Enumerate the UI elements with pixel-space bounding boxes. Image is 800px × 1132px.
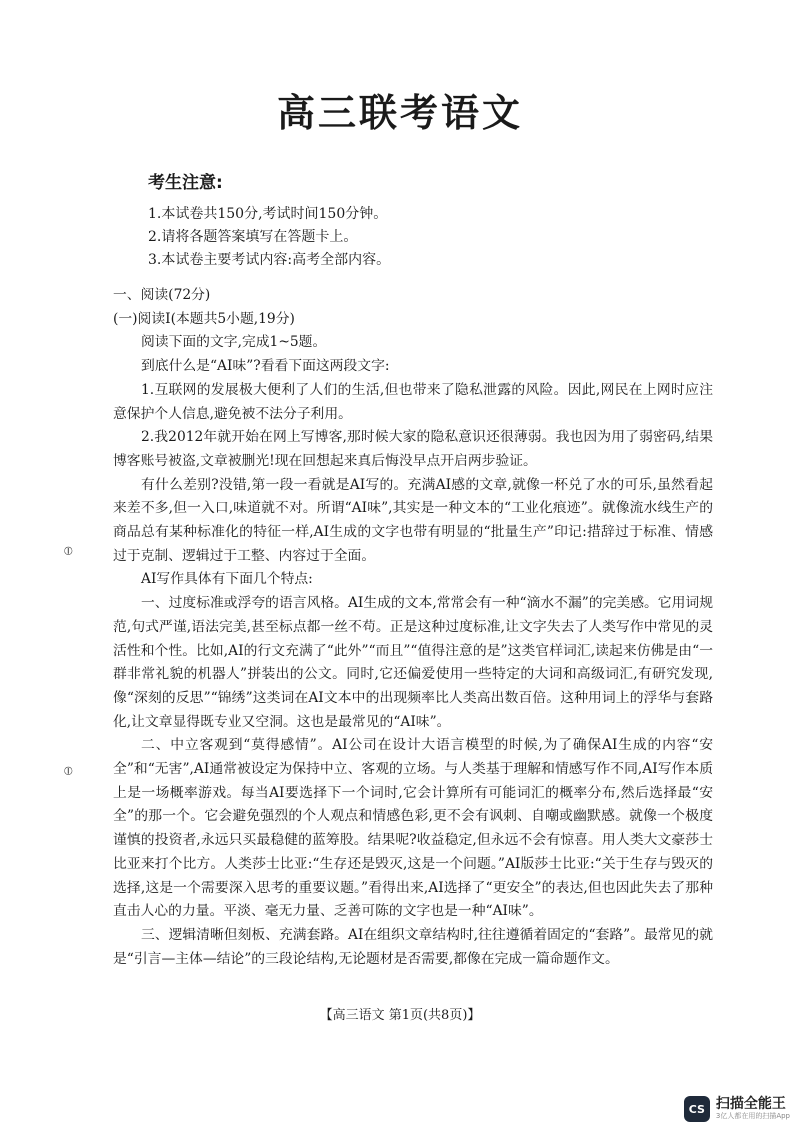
passage-paragraph: 二、中立客观到“莫得感情”。AI公司在设计大语言模型的时候,为了确保AI生成的内容“安全”和“无害”,AI通常被设定为保持中立、客观的立场。与人类基于理解和情感写作不同,AI写作本质上是一场概率游戏。每当AI要选择下一个词时,它会计算所有可能词汇的概率分布,然后选择最“安全”的那一个。它会避免强烈的个人观点和情感色彩,更不会有讽刺、自嘲或幽默感。就像一个极度谨慎的投资者,永远只买最稳健的蓝筹股。结果呢?收益稳定,但永远不会有惊喜。用人类大文豪莎士比亚来打个比方。人类莎士比亚:“生存还是毁灭,这是一个问题。”AI版莎士比亚:“关于生存与毁灭的选择,这是一个需要深入思考的重要议题。”看得出来,AI选择了“更安全”的表达,但也因此失去了那种直击人心的力量。平淡、毫无力量、乏善可陈的文字也是一种“AI味”。: [113, 737, 713, 920]
notice-item: 1.本试卷共150分,考试时间150分钟。: [148, 206, 388, 222]
binding-hole-mark: ⦶: [64, 544, 73, 558]
scanner-app-name: 扫描全能王: [715, 1096, 786, 1113]
passage-paragraph: 2.我2012年就开始在网上写博客,那时候大家的隐私意识还很薄弱。我也因为用了弱密码,结果博客账号被盗,文章被删光!现在回想起来真后悔没早点开启两步验证。: [113, 429, 713, 469]
exam-notice: [148, 168, 708, 272]
notice-item: 3.本试卷主要考试内容:高考全部内容。: [148, 252, 391, 268]
passage-paragraph: 三、逻辑清晰但刻板、充满套路。AI在组织文章结构时,往往遵循着固定的“套路”。最常见的就是“引言—主体—结论”的三段论结构,无论题材是否需要,都像在完成一篇命题作文。: [113, 926, 713, 967]
notice-item: 2.请将各题答案填写在答题卡上。: [148, 229, 358, 245]
passage-paragraph: 有什么差别?没错,第一段一看就是AI写的。充满AI感的文章,就像一杯兑了水的可乐,虽然看起来差不多,但一入口,味道就不对。所谓“AI味”,其实是一种文本的“工业化痕迹”。就像流水线生产的商品总有某种标准化的特征一样,AI生成的文字也带有明显的“批量生产”印记:措辞过于标准、情感过于克制、逻辑过于工整、内容过于全面。: [113, 476, 713, 564]
page-title: 高三联考语文: [276, 91, 523, 135]
scanner-watermark: [684, 1096, 790, 1122]
passage-paragraph: 1.互联网的发展极大便利了人们的生活,但也带来了隐私泄露的风险。因此,网民在上网时应注意保护个人信息,避免被不法分子利用。: [113, 381, 713, 422]
notice-heading: 考生注意:: [148, 173, 223, 193]
passage-paragraph: 一、过度标准或浮夸的语言风格。AI生成的文本,常常会有一种“滴水不漏”的完美感。它用词规范,句式严谨,语法完美,甚至标点都一丝不苟。正是这种过度标准,让文字失去了人类写作中常见的灵活性和个性。比如,AI的行文充满了“此外”“而且”“值得注意的是”这类官样词汇,读起来仿佛是由“一群非常礼貌的机器人”拼装出的公文。同时,它还偏爱使用一些特定的大词和高级词汇,有研究发现,像“深刻的反思”“锦绣”这类词在AI文本中的出现频率比人类高出数百倍。这种用词上的浮华与套路化,让文章显得既专业又空洞。这也是最常见的“AI味”。: [113, 595, 713, 730]
instruction-text: 阅读下面的文字,完成1~5题。: [141, 334, 327, 351]
subsection-heading: (一)阅读Ⅰ(本题共5小题,19分): [113, 310, 295, 327]
page-footer: 【高三语文 第1页(共8页)】: [319, 1008, 481, 1023]
passage-paragraph: 到底什么是“AI味”?看看下面这两段文字:: [141, 358, 390, 375]
section-heading: 一、阅读(72分): [113, 287, 211, 303]
scanner-tagline: 3亿人都在用的扫描App: [715, 1111, 790, 1120]
scanner-logo-icon: CS: [684, 1096, 710, 1122]
binding-hole-mark: ⦶: [64, 764, 73, 778]
passage-paragraph: AI写作具体有下面几个特点:: [141, 571, 313, 588]
reading-passage: [113, 284, 713, 971]
